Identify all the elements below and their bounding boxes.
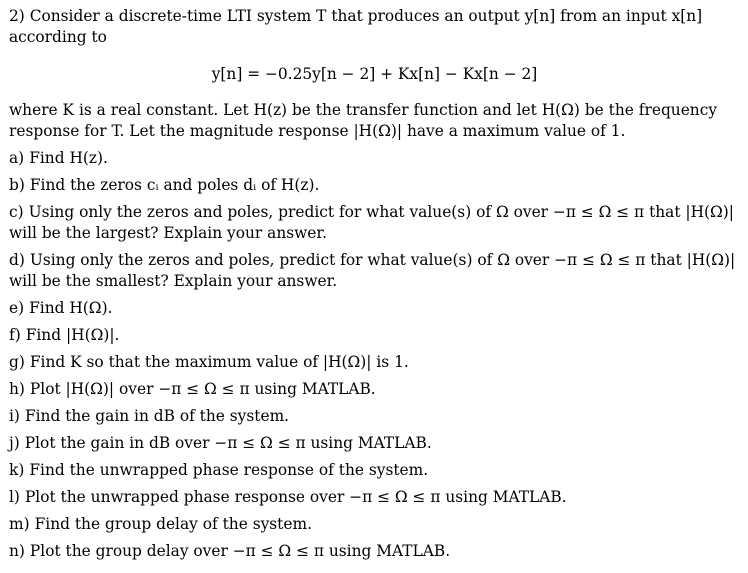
part-text: Find the zeros cᵢ and poles dᵢ of H(z). [29, 176, 320, 194]
part-text: Find H(Ω). [29, 299, 113, 317]
part-text: Find the unwrapped phase response of the system. [29, 461, 429, 479]
part-d [9, 250, 740, 292]
part-h [9, 379, 740, 400]
part-n [9, 541, 740, 562]
part-text: Find the gain in dB of the system. [24, 407, 290, 425]
part-text: Plot the unwrapped phase response over −π ≤ Ω ≤ π using MATLAB. [24, 488, 567, 506]
part-label: n) [9, 542, 25, 560]
problem-description: where K is a real constant. Let H(z) be the transfer function and let H(Ω) be the frequency response for T. Let the magnitude response |H(Ω)| have a maximum value of 1. [9, 101, 718, 140]
part-f [9, 325, 740, 346]
part-text: Using only the zeros and poles, predict for what value(s) of Ω over −π ≤ Ω ≤ π that |H(Ω)| will be the smallest? Explain your answer. [9, 251, 736, 290]
part-label: h) [9, 380, 25, 398]
part-j [9, 433, 740, 454]
part-m [9, 514, 740, 535]
part-text: Using only the zeros and poles, predict for what value(s) of Ω over −π ≤ Ω ≤ π that |H(Ω)| will be the largest? Explain your answer. [9, 203, 734, 242]
part-text: Plot the gain in dB over −π ≤ Ω ≤ π using MATLAB. [24, 434, 432, 452]
part-text: Find K so that the maximum value of |H(Ω)| is 1. [29, 353, 409, 371]
part-e [9, 298, 740, 319]
part-label: b) [9, 176, 25, 194]
part-label: k) [9, 461, 25, 479]
difference-equation: y[n] = −0.25y[n − 2] + Kx[n] − Kx[n − 2] [211, 65, 538, 83]
part-text: Plot the group delay over −π ≤ Ω ≤ π using MATLAB. [29, 542, 451, 560]
part-label: f) [9, 326, 21, 344]
part-label: c) [9, 203, 24, 221]
part-text: Find H(z). [29, 149, 108, 167]
part-c [9, 202, 740, 244]
part-a [9, 148, 740, 169]
part-label: j) [9, 434, 20, 452]
part-i [9, 406, 740, 427]
part-text: Plot |H(Ω)| over −π ≤ Ω ≤ π using MATLAB. [29, 380, 376, 398]
part-l [9, 487, 740, 508]
part-text: Find |H(Ω)|. [25, 326, 120, 344]
part-label: i) [9, 407, 20, 425]
part-b [9, 175, 740, 196]
part-label: e) [9, 299, 25, 317]
part-label: a) [9, 149, 25, 167]
part-text: Find the group delay of the system. [34, 515, 312, 533]
part-label: g) [9, 353, 25, 371]
part-label: d) [9, 251, 25, 269]
part-label: m) [9, 515, 30, 533]
parts-list [9, 148, 740, 562]
part-k [9, 460, 740, 481]
part-label: l) [9, 488, 20, 506]
problem-intro: 2) Consider a discrete-time LTI system T that produces an output y[n] from an input x[n] according to [9, 7, 703, 46]
part-g [9, 352, 740, 373]
